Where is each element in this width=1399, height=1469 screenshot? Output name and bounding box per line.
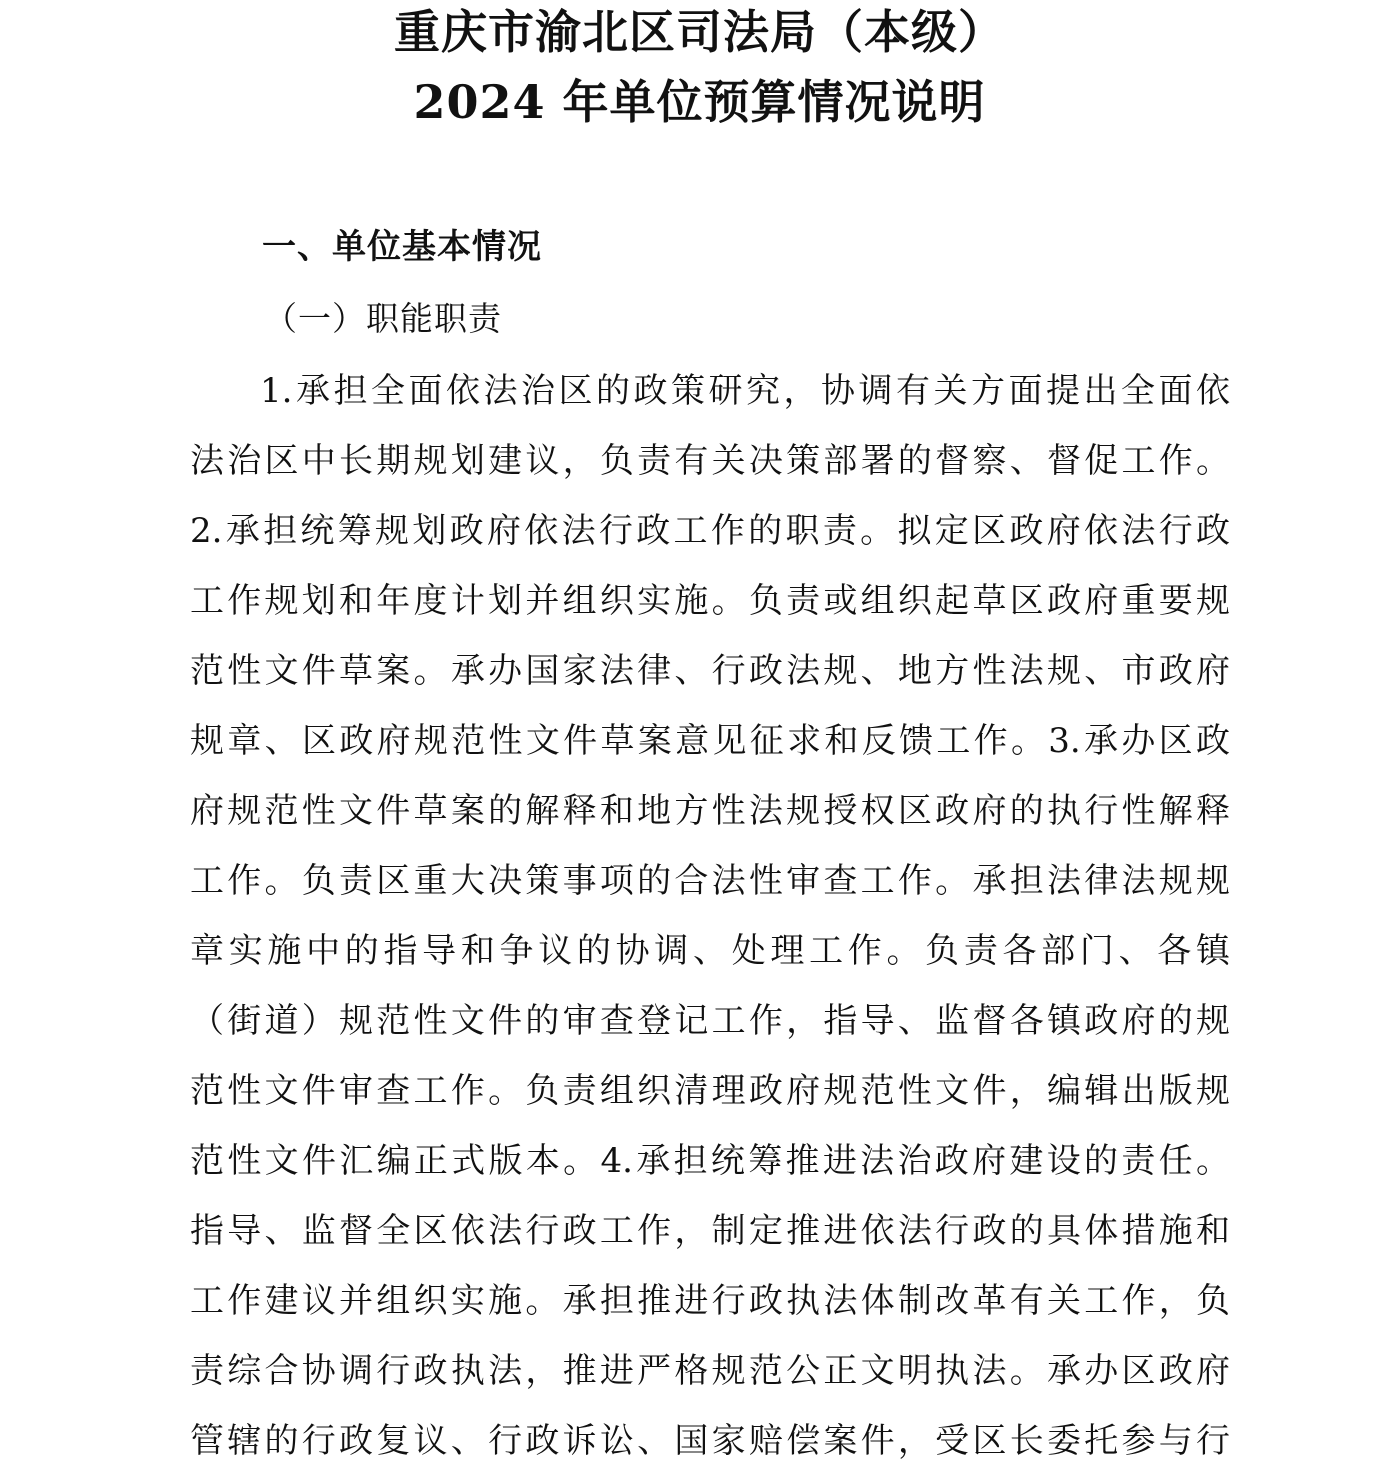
body-line: 范性文件汇编正式版本。4.承担统筹推进法治政府建设的责任。 <box>190 1141 1230 1181</box>
body-line: 范性文件审查工作。负责组织清理政府规范性文件，编辑出版规 <box>190 1071 1230 1111</box>
body-paragraph <box>190 358 1230 1469</box>
body-line: 工作建议并组织实施。承担推进行政执法体制改革有关工作，负 <box>190 1281 1230 1321</box>
body-line: 府规范性文件草案的解释和地方性法规授权区政府的执行性解释 <box>190 791 1230 831</box>
body-line: （街道）规范性文件的审查登记工作，指导、监督各镇政府的规 <box>190 1001 1230 1041</box>
sub-heading-functions: （一）职能职责 <box>264 299 502 338</box>
section-heading-basic-info: 一、单位基本情况 <box>262 227 542 267</box>
body-line: 规章、区政府规范性文件草案意见征求和反馈工作。3.承办区政 <box>190 721 1230 761</box>
body-line: 工作。负责区重大决策事项的合法性审查工作。承担法律法规规 <box>190 861 1230 901</box>
body-line: 工作规划和年度计划并组织实施。负责或组织起草区政府重要规 <box>190 581 1230 621</box>
body-line: 指导、监督全区依法行政工作，制定推进依法行政的具体措施和 <box>190 1211 1230 1251</box>
document-title-line-1: 重庆市渝北区司法局（本级） <box>394 5 1005 59</box>
body-line: 1.承担全面依法治区的政策研究，协调有关方面提出全面依 <box>260 371 1230 411</box>
body-line: 章实施中的指导和争议的协调、处理工作。负责各部门、各镇 <box>190 931 1230 971</box>
body-line: 责综合协调行政执法，推进严格规范公正文明执法。承办区政府 <box>190 1351 1230 1391</box>
document-title-line-2: 2024 年单位预算情况说明 <box>413 75 986 129</box>
body-line: 管辖的行政复议、行政诉讼、国家赔偿案件，受区长委托参与行 <box>190 1421 1230 1461</box>
body-line: 范性文件草案。承办国家法律、行政法规、地方性法规、市政府 <box>190 651 1230 691</box>
body-line: 2.承担统筹规划政府依法行政工作的职责。拟定区政府依法行政 <box>190 511 1230 551</box>
body-line: 法治区中长期规划建议，负责有关决策部署的督察、督促工作。 <box>190 441 1230 481</box>
